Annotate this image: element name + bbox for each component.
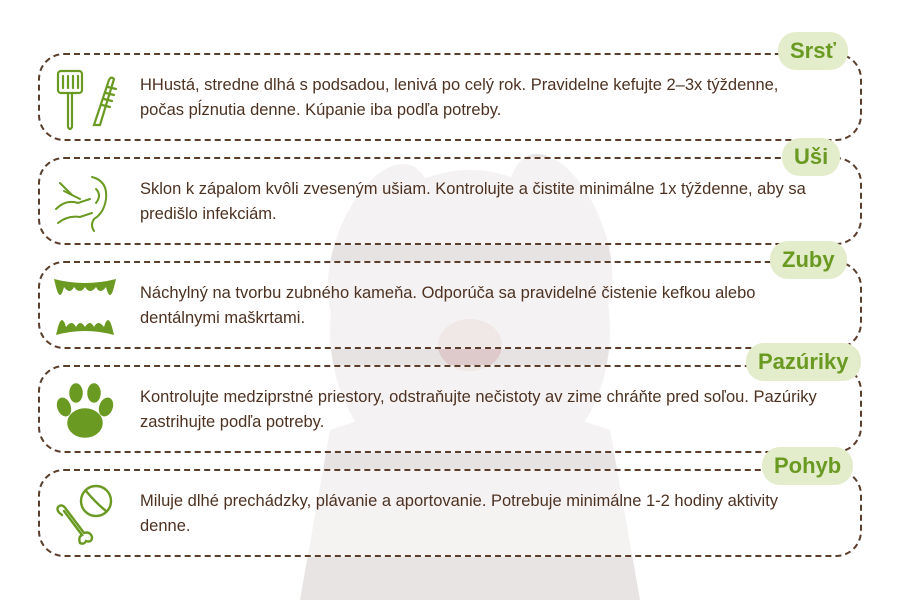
section-card-teeth [38,261,862,349]
section-title-coat: Srsť [778,32,848,70]
section-card-exercise [38,469,862,557]
section-card-coat [38,53,862,141]
brush-comb-icon [50,65,120,133]
paw-icon [50,377,120,445]
section-title-exercise: Pohyb [762,447,853,485]
section-text: Kontrolujte medziprstné priestory, odstraňujte nečistoty av zime chráňte pred soľou. Pazúriky zastrihujte podľa potreby. [140,388,817,431]
section-text: Miluje dlhé prechádzky, plávanie a aportovanie. Potrebuje minimálne 1-2 hodiny aktivity denne. [140,492,779,535]
section-text: Sklon k zápalom kvôli zveseným ušiam. Kontrolujte a čistite minimálne 1x týždenne, aby sa predišlo infekciám. [140,180,806,223]
section-title-claws: Pazúriky [746,343,861,381]
section-text: Náchylný na tvorbu zubného kameňa. Odporúča sa pravidelné čistenie kefkou alebo dentálnymi maškrtami. [140,284,756,327]
section-text: HHustá, stredne dlhá s podsadou, lenivá po celý rok. Pravidelne kefujte 2–3x týždenne, počas pĺznutia denne. Kúpanie iba podľa potreby. [140,76,779,119]
section-title-ears: Uši [782,138,840,176]
ear-cleaning-icon [50,169,120,237]
section-card-claws [38,365,862,453]
section-title-teeth: Zuby [770,241,847,279]
bone-ball-icon [50,481,120,549]
teeth-icon [50,273,120,341]
section-card-ears [38,157,862,245]
